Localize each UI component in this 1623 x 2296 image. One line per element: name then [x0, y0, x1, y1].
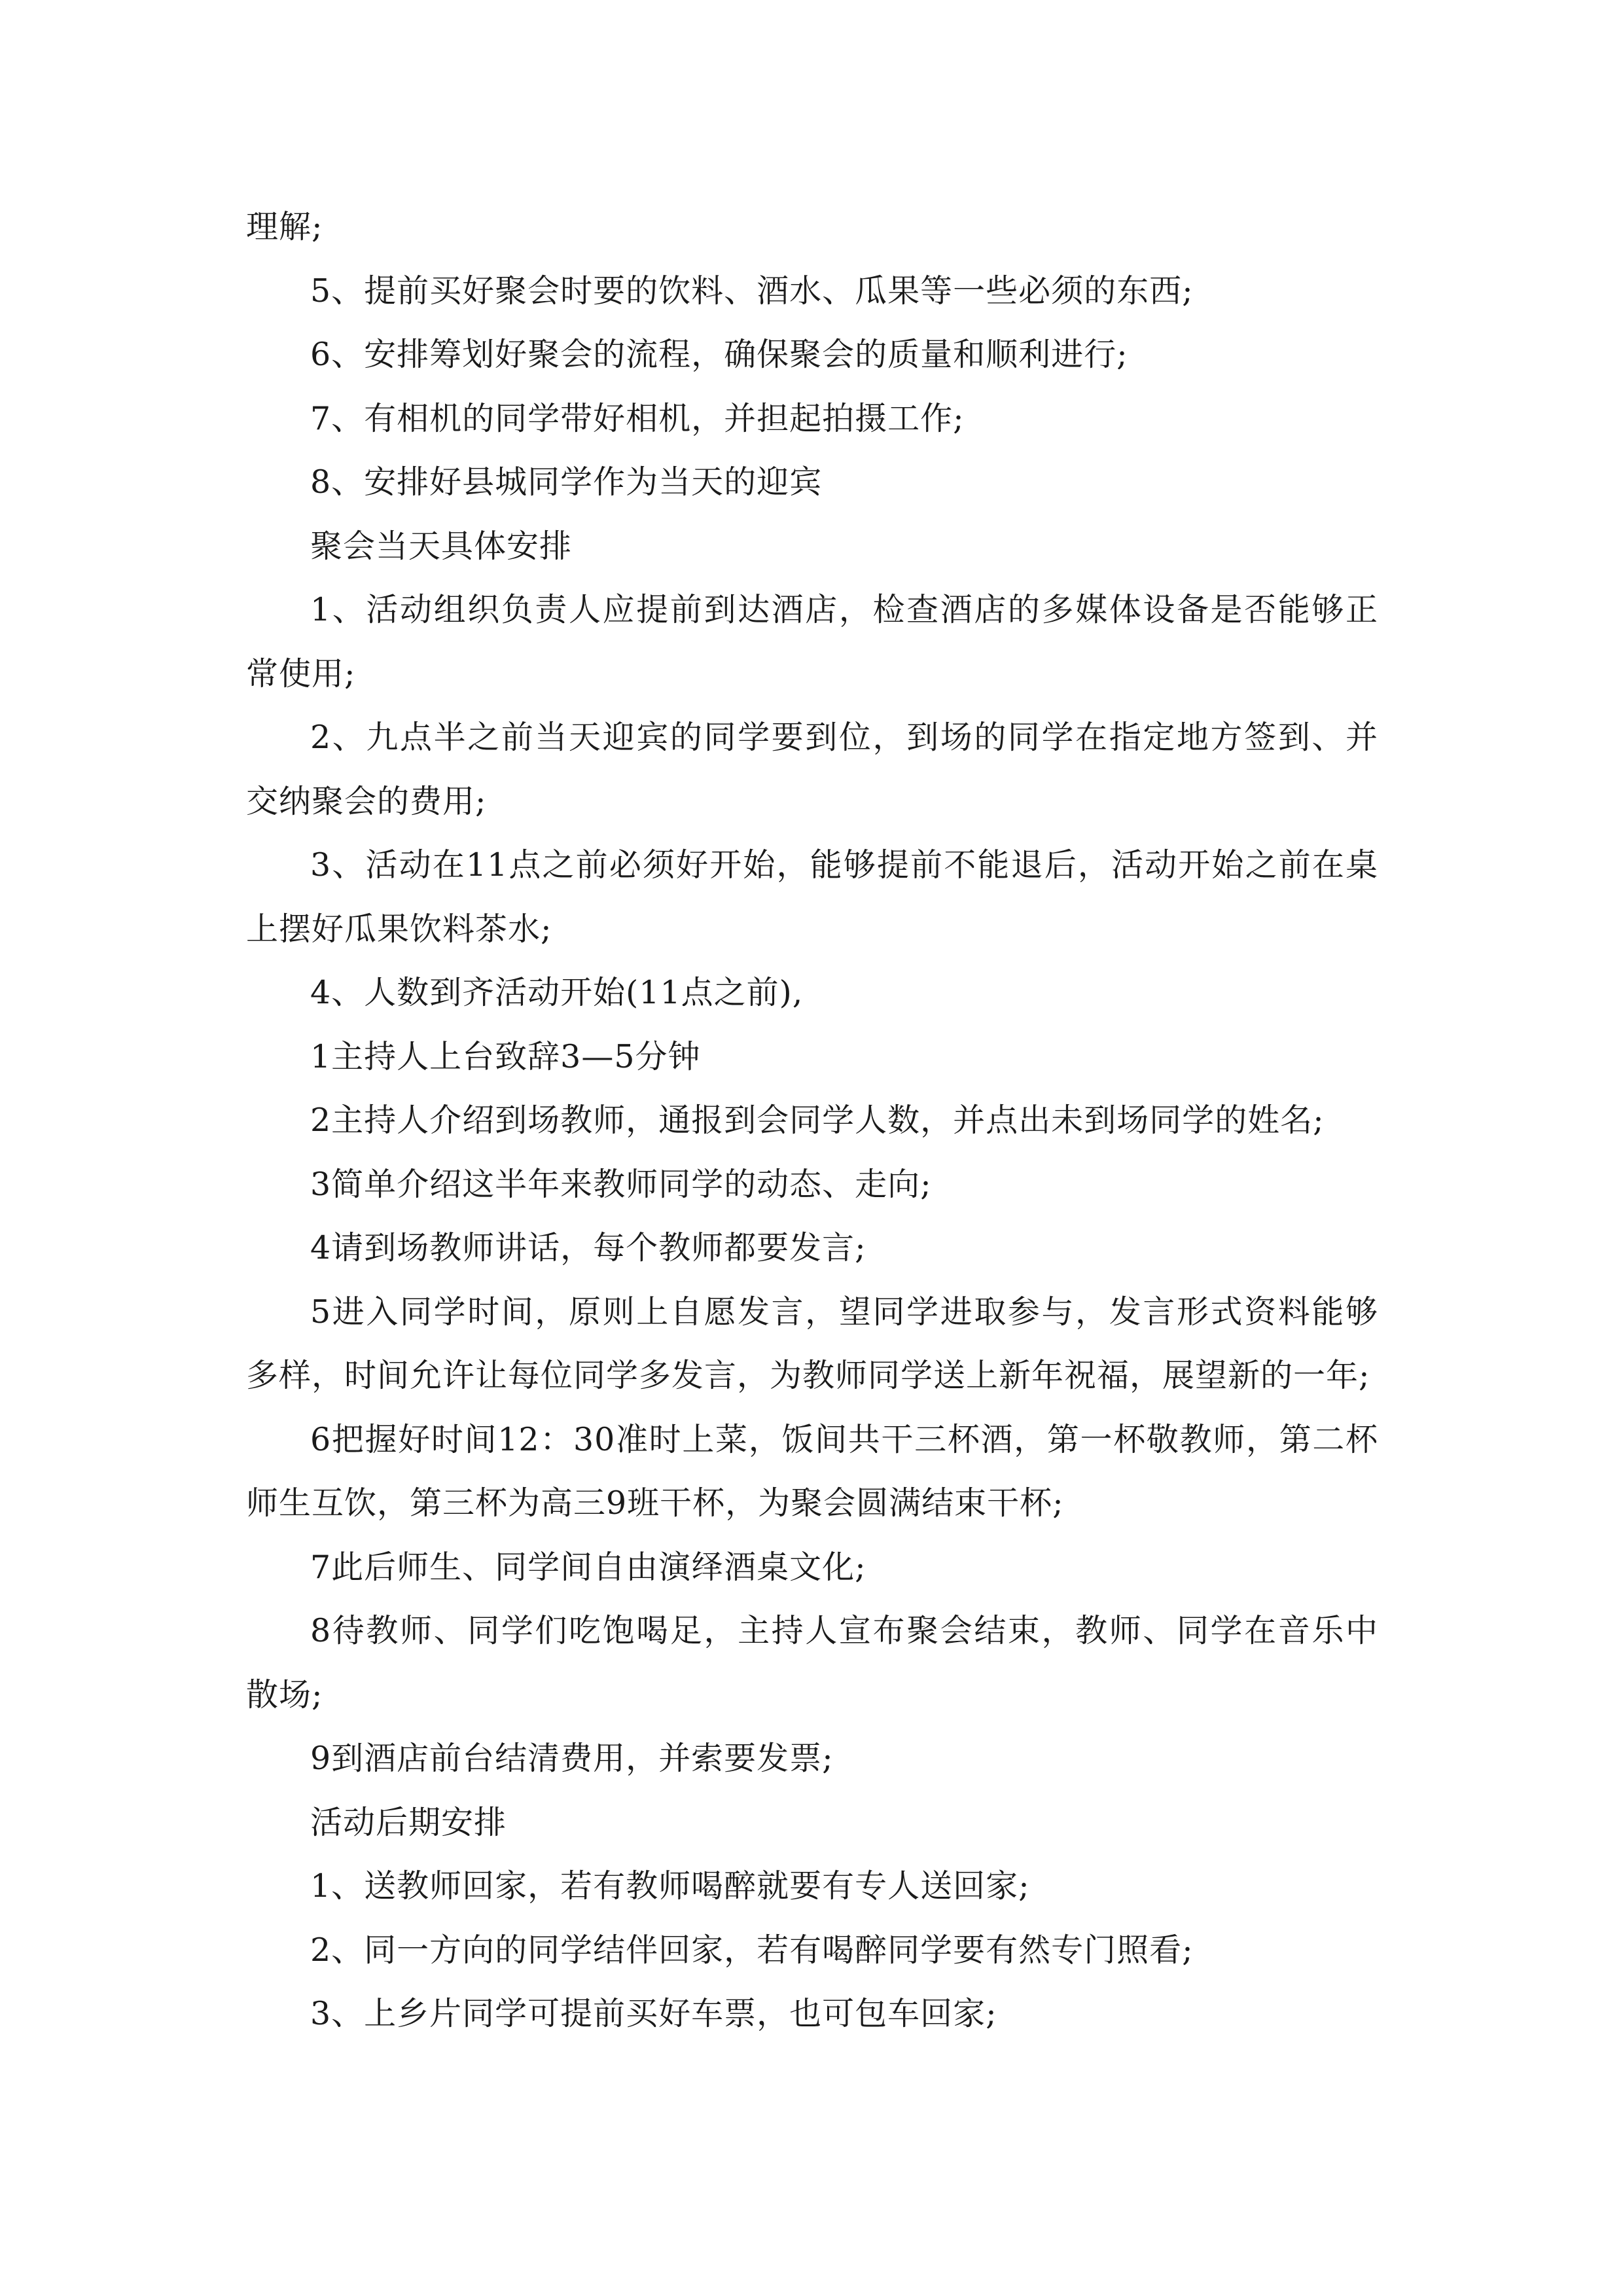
- section-heading: 聚会当天具体安排: [310, 527, 573, 565]
- paragraph: 2、九点半之前当天迎宾的同学要到位，到场的同学在指定地方签到、并交纳聚会的费用;: [246, 719, 1378, 820]
- paragraph: 理解;: [246, 208, 323, 245]
- paragraph: 1主持人上台致辞3—5分钟: [310, 1037, 701, 1075]
- paragraph: 7、有相机的同学带好相机，并担起拍摄工作;: [310, 399, 965, 437]
- paragraph: 3、上乡片同学可提前买好车票，也可包车回家;: [310, 1995, 997, 2032]
- paragraph: 2主持人介绍到场教师，通报到会同学人数，并点出未到场同学的姓名;: [310, 1102, 1325, 1139]
- paragraph: 2、同一方向的同学结伴回家，若有喝醉同学要有然专门照看;: [310, 1931, 1194, 1969]
- paragraph: 4请到场教师讲话，每个教师都要发言;: [310, 1229, 866, 1266]
- section-heading: 活动后期安排: [310, 1803, 507, 1841]
- paragraph: 1、活动组织负责人应提前到达酒店，检查酒店的多媒体设备是否能够正常使用;: [246, 591, 1378, 692]
- paragraph: 5进入同学时间，原则上自愿发言，望同学进取参与，发言形式资料能够多样，时间允许让每位同学多发言，为教师同学送上新年祝福，展望新的一年;: [246, 1293, 1378, 1394]
- paragraph: 1、送教师回家，若有教师喝醉就要有专人送回家;: [310, 1867, 1030, 1905]
- paragraph: 6、安排筹划好聚会的流程，确保聚会的质量和顺利进行;: [310, 336, 1128, 373]
- paragraph: 8、安排好县城同学作为当天的迎宾: [310, 463, 823, 501]
- paragraph: 7此后师生、同学间自由演绎酒桌文化;: [310, 1548, 866, 1586]
- paragraph: 5、提前买好聚会时要的饮料、酒水、瓜果等一些必须的东西;: [310, 272, 1194, 310]
- paragraph: 3、活动在11点之前必须好开始，能够提前不能退后，活动开始之前在桌上摆好瓜果饮料茶水;: [246, 846, 1378, 948]
- paragraph: 9到酒店前台结清费用，并索要发票;: [310, 1740, 834, 1777]
- paragraph: 8待教师、同学们吃饱喝足，主持人宣布聚会结束，教师、同学在音乐中散场;: [246, 1612, 1378, 1713]
- paragraph: 3简单介绍这半年来教师同学的动态、走向;: [310, 1165, 932, 1203]
- paragraph: 6把握好时间12：30准时上菜，饭间共干三杯酒，第一杯敬教师，第二杯师生互饮，第三杯为高三9班干杯，为聚会圆满结束干杯;: [246, 1420, 1378, 1522]
- document-body: [246, 195, 1378, 2046]
- paragraph: 4、人数到齐活动开始(11点之前),: [310, 974, 804, 1011]
